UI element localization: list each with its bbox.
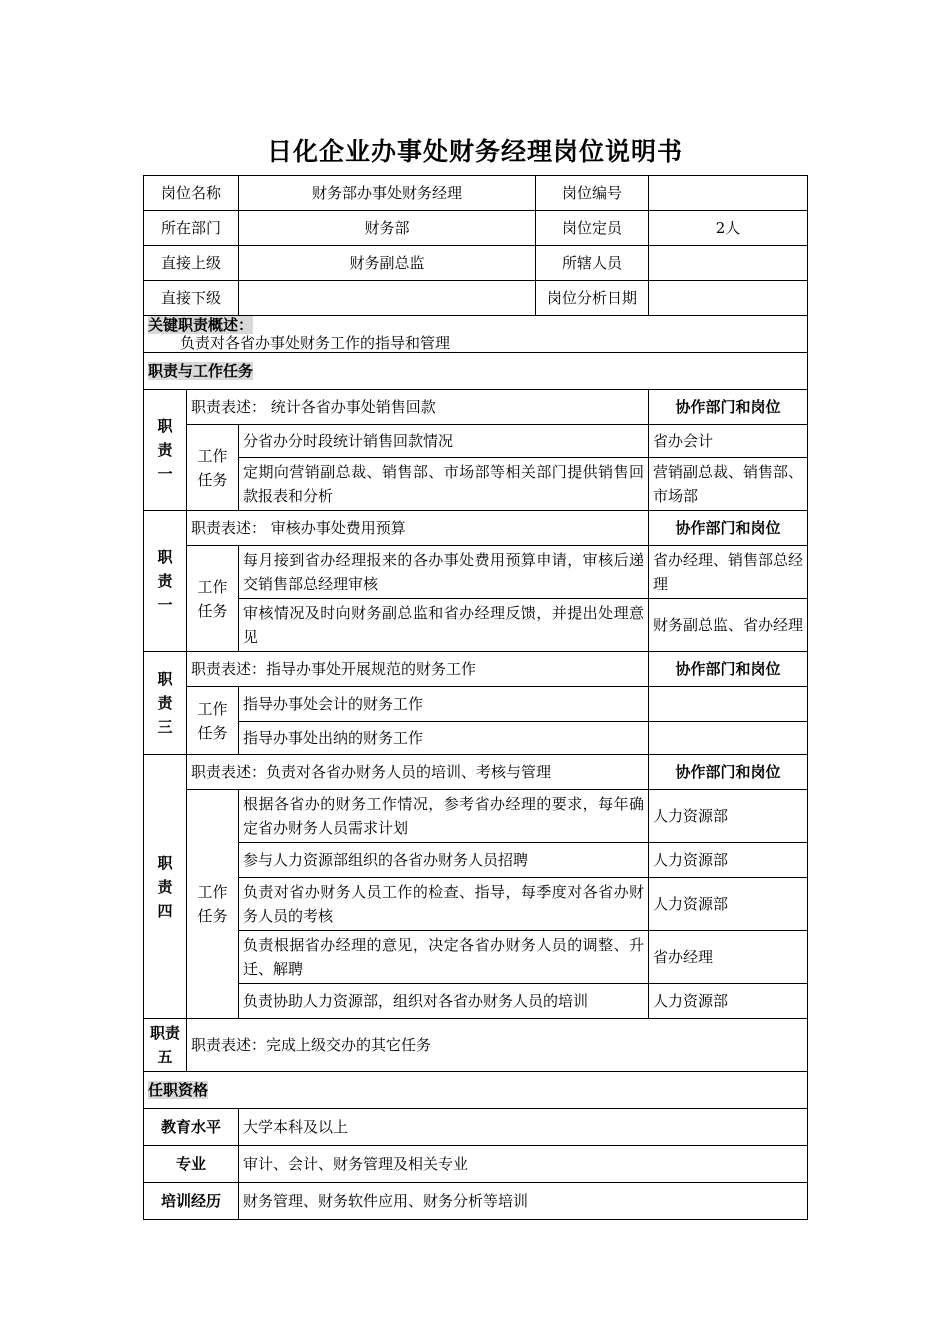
duty-4-work-task-label: 工作任务 — [187, 790, 239, 1019]
duty-3-work-task-label: 工作任务 — [187, 687, 239, 755]
subordinates-label: 所辖人员 — [536, 246, 649, 281]
row-major — [144, 1146, 808, 1183]
training-value: 财务管理、财务软件应用、财务分析等培训 — [239, 1183, 808, 1220]
dept-value: 财务部 — [239, 211, 536, 246]
direct-sub-value — [239, 281, 536, 316]
row-post-name — [144, 176, 808, 211]
duty-1-work-task-label: 工作任务 — [187, 425, 239, 511]
duty-3-task-1-text: 指导办事处会计的财务工作 — [239, 687, 649, 722]
duties-heading-cell — [144, 353, 808, 390]
duty-3-task-1-partner — [649, 687, 808, 722]
duty-3-task-2-text: 指导办事处出纳的财务工作 — [239, 722, 649, 755]
job-description-table — [143, 175, 808, 1220]
duty-2-task-1-text: 每月接到省办经理报来的各办事处费用预算申请，审核后递交销售部总经理审核 — [239, 546, 649, 599]
duty-1-task-2 — [144, 458, 808, 511]
duty-1-task-1 — [144, 425, 808, 458]
duty-1-task-1-text: 分省办分时段统计销售回款情况 — [239, 425, 649, 458]
row-education — [144, 1109, 808, 1146]
duty-3-desc: 职责表述：指导办事处开展规范的财务工作 — [187, 652, 649, 687]
duty-4-task-4 — [144, 931, 808, 984]
duty-2-task-2 — [144, 599, 808, 652]
duty-3-name: 职责三 — [144, 652, 187, 755]
duty-2-name: 职责一 — [144, 511, 187, 652]
post-name-label: 岗位名称 — [144, 176, 239, 211]
duty-4-task-2 — [144, 843, 808, 878]
duty-3-task-1 — [144, 687, 808, 722]
duties-heading: 职责与工作任务 — [148, 362, 254, 380]
page-title: 日化企业办事处财务经理岗位说明书 — [266, 137, 683, 166]
summary-label: 关键职责概述： — [148, 316, 254, 334]
duty-5-name: 职责五 — [144, 1019, 187, 1072]
duty-4-task-2-partner: 人力资源部 — [649, 843, 808, 878]
subordinates-value — [649, 246, 808, 281]
superior-value: 财务副总监 — [239, 246, 536, 281]
duty-4-task-5 — [144, 984, 808, 1019]
post-name-value: 财务部办事处财务经理 — [239, 176, 536, 211]
duty-4-task-1 — [144, 790, 808, 843]
duty-4-task-4-partner: 省办经理 — [649, 931, 808, 984]
duty-4-task-5-text: 负责协助人力资源部，组织对各省办财务人员的培训 — [239, 984, 649, 1019]
education-value: 大学本科及以上 — [239, 1109, 808, 1146]
duty-2-task-2-partner: 财务副总监、省办经理 — [649, 599, 808, 652]
row-summary — [144, 316, 808, 353]
duty-4-desc: 职责表述：负责对各省办财务人员的培训、考核与管理 — [187, 755, 649, 790]
quota-label: 岗位定员 — [536, 211, 649, 246]
analysis-date-value — [649, 281, 808, 316]
superior-label: 直接上级 — [144, 246, 239, 281]
duty-3-task-2-partner — [649, 722, 808, 755]
duty-2-work-task-label: 工作任务 — [187, 546, 239, 652]
qualifications-heading-cell — [144, 1072, 808, 1109]
duty-3-desc-row — [144, 652, 808, 687]
duty-3-coop-label: 协作部门和岗位 — [649, 652, 808, 687]
row-duties-heading — [144, 353, 808, 390]
duty-1-task-1-partner: 省办会计 — [649, 425, 808, 458]
duty-4-coop-label: 协作部门和岗位 — [649, 755, 808, 790]
duty-4-task-3-text: 负责对省办财务人员工作的检查、指导，每季度对各省办财务人员的考核 — [239, 878, 649, 931]
duty-4-task-4-text: 负责根据省办经理的意见，决定各省办财务人员的调整、升迁、解聘 — [239, 931, 649, 984]
duty-4-desc-row — [144, 755, 808, 790]
duty-1-coop-label: 协作部门和岗位 — [649, 390, 808, 425]
row-direct-sub — [144, 281, 808, 316]
duty-1-desc: 职责表述： 统计各省办事处销售回款 — [187, 390, 649, 425]
duty-2-task-1-partner: 省办经理、销售部总经理 — [649, 546, 808, 599]
education-label: 教育水平 — [144, 1109, 239, 1146]
qualifications-heading: 任职资格 — [148, 1081, 209, 1099]
duty-4-task-1-partner: 人力资源部 — [649, 790, 808, 843]
row-superior — [144, 246, 808, 281]
row-qualifications-heading — [144, 1072, 808, 1109]
duty-4-task-3-partner: 人力资源部 — [649, 878, 808, 931]
summary-cell — [144, 316, 808, 353]
duty-3-task-2 — [144, 722, 808, 755]
quota-value: 2人 — [649, 211, 808, 246]
duty-4-task-5-partner: 人力资源部 — [649, 984, 808, 1019]
duty-4-task-2-text: 参与人力资源部组织的各省办财务人员招聘 — [239, 843, 649, 878]
duty-4-task-3 — [144, 878, 808, 931]
summary-text: 负责对各省办事处财务工作的指导和管理 — [180, 334, 451, 352]
duty-2-task-1 — [144, 546, 808, 599]
duty-2-coop-label: 协作部门和岗位 — [649, 511, 808, 546]
duty-5-desc: 职责表述：完成上级交办的其它任务 — [187, 1019, 808, 1072]
major-label: 专业 — [144, 1146, 239, 1183]
direct-sub-label: 直接下级 — [144, 281, 239, 316]
analysis-date-label: 岗位分析日期 — [536, 281, 649, 316]
dept-label: 所在部门 — [144, 211, 239, 246]
duty-1-desc-row — [144, 390, 808, 425]
row-dept — [144, 211, 808, 246]
duty-4-name: 职责四 — [144, 755, 187, 1019]
duty-4-task-1-text: 根据各省办的财务工作情况，参考省办经理的要求，每年确定省办财务人员需求计划 — [239, 790, 649, 843]
major-value: 审计、会计、财务管理及相关专业 — [239, 1146, 808, 1183]
duty-2-desc-row — [144, 511, 808, 546]
duty-1-task-2-text: 定期向营销副总裁、销售部、市场部等相关部门提供销售回款报表和分析 — [239, 458, 649, 511]
post-code-label: 岗位编号 — [536, 176, 649, 211]
duty-5-row — [144, 1019, 808, 1072]
row-training — [144, 1183, 808, 1220]
training-label: 培训经历 — [144, 1183, 239, 1220]
duty-2-task-2-text: 审核情况及时向财务副总监和省办经理反馈，并提出处理意见 — [239, 599, 649, 652]
duty-1-name: 职责一 — [144, 390, 187, 511]
duty-2-desc: 职责表述： 审核办事处费用预算 — [187, 511, 649, 546]
duty-1-task-2-partner: 营销副总裁、销售部、市场部 — [649, 458, 808, 511]
post-code-value — [649, 176, 808, 211]
